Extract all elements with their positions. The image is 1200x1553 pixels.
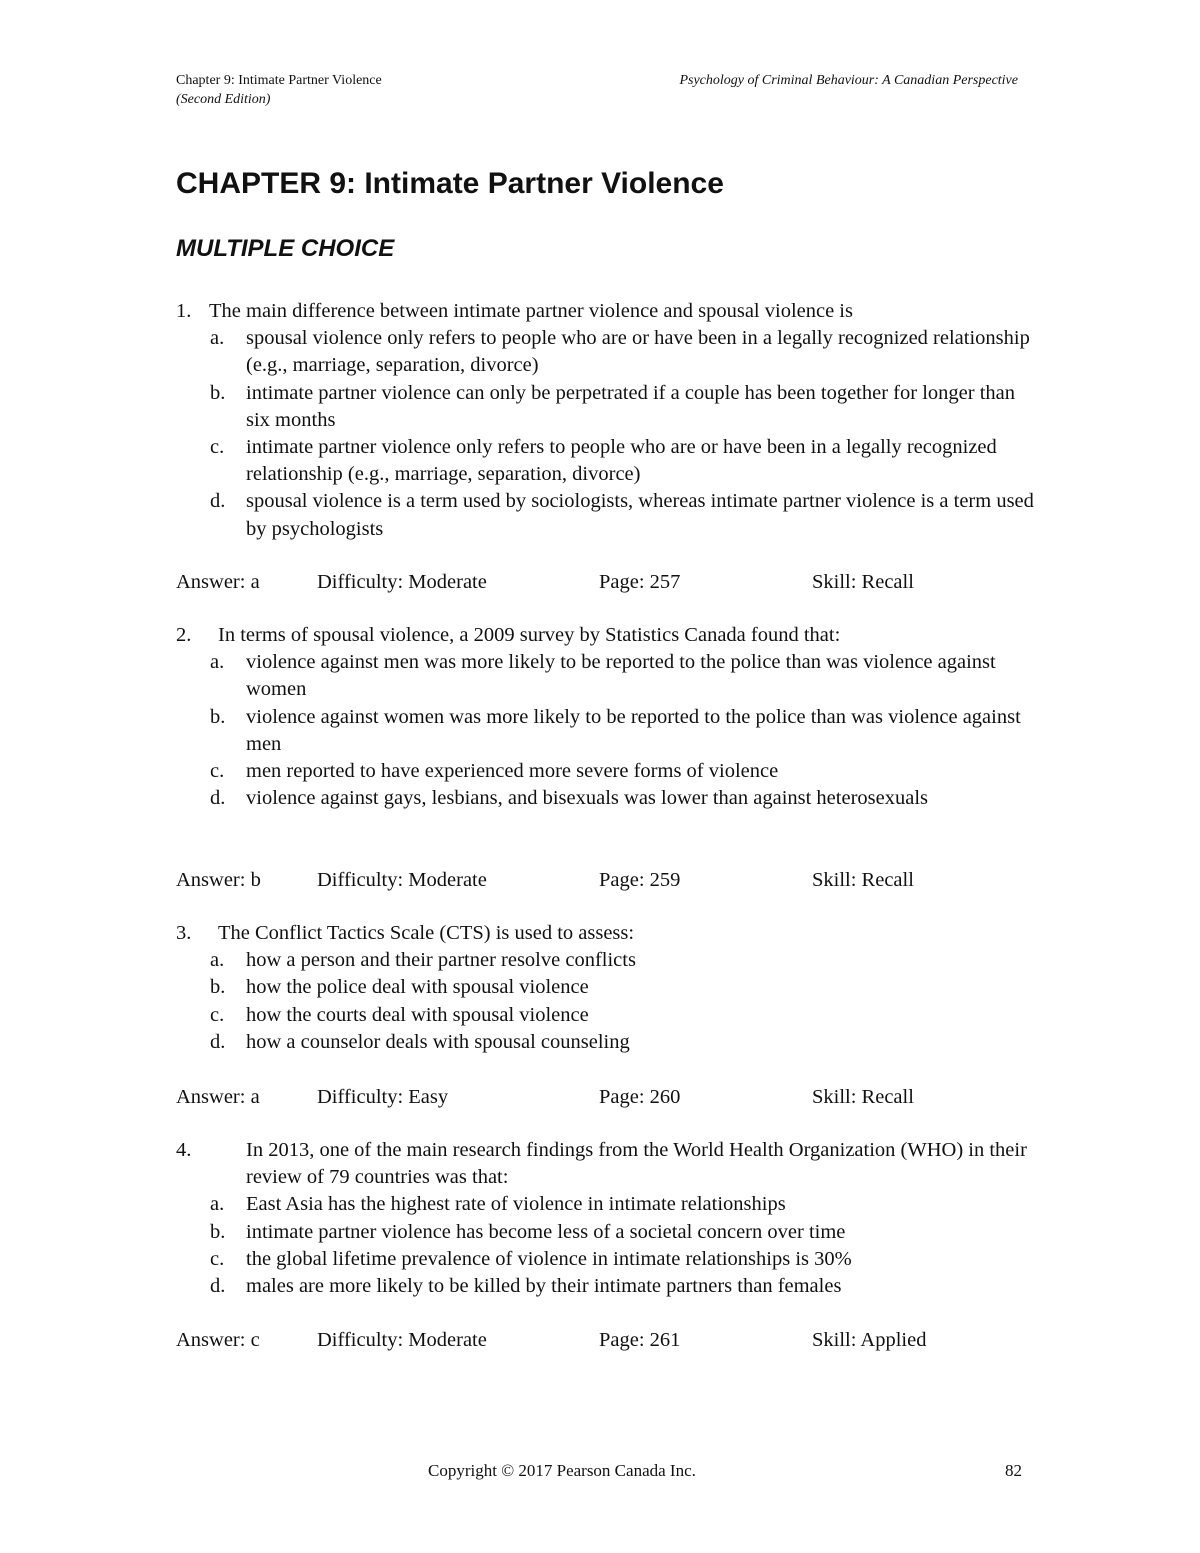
question-number: 2. — [176, 624, 192, 646]
option-b — [176, 1219, 1036, 1246]
option-letter: c. — [210, 436, 225, 459]
skill: Skill: Recall — [812, 869, 914, 891]
difficulty: Difficulty: Moderate — [317, 869, 487, 891]
question-text: In 2013, one of the main research findings from the World Health Organization (WHO) in their review of 79 countries was that: — [246, 1139, 1027, 1189]
question-1 — [176, 298, 1036, 543]
option-letter: b. — [210, 381, 226, 404]
option-a — [176, 325, 1036, 379]
question-text: In terms of spousal violence, a 2009 survey by Statistics Canada found that: — [218, 624, 841, 646]
footer-copyright: Copyright © 2017 Pearson Canada Inc. — [428, 1461, 696, 1480]
answer-line-1 — [176, 568, 1036, 596]
option-text: men reported to have experienced more severe forms of violence — [246, 760, 779, 783]
option-letter: b. — [210, 705, 226, 728]
option-letter: a. — [210, 327, 225, 350]
page-ref: Page: 257 — [599, 571, 681, 593]
answer-key: Answer: b — [176, 869, 261, 891]
answer-line-2 — [176, 866, 1036, 894]
option-text: intimate partner violence has become less of a societal concern over time — [246, 1220, 846, 1243]
question-number: 4. — [176, 1139, 192, 1161]
skill: Skill: Recall — [812, 1086, 914, 1108]
running-header-left — [176, 71, 382, 109]
question-3 — [176, 920, 1036, 1056]
skill: Skill: Recall — [812, 571, 914, 593]
option-d — [176, 785, 1036, 812]
option-d — [176, 1273, 1036, 1300]
chapter-title: CHAPTER 9: Intimate Partner Violence — [176, 167, 724, 200]
answer-key: Answer: a — [176, 1086, 260, 1108]
option-text: the global lifetime prevalence of violence in intimate relationships is 30% — [246, 1247, 852, 1270]
option-text: intimate partner violence only refers to people who are or have been in a legally recognized relationship (e.g., marriage, separation, divorce) — [246, 436, 997, 486]
option-letter: c. — [210, 760, 225, 783]
difficulty: Difficulty: Moderate — [317, 1329, 487, 1351]
option-c — [176, 758, 1036, 785]
difficulty: Difficulty: Easy — [317, 1086, 449, 1108]
question-number: 3. — [176, 922, 192, 944]
option-text: violence against men was more likely to be reported to the police than was violence against women — [246, 651, 996, 701]
difficulty: Difficulty: Moderate — [317, 571, 487, 593]
answer-line-4 — [176, 1326, 1036, 1354]
option-text: how the police deal with spousal violence — [246, 976, 589, 999]
option-b — [176, 380, 1036, 434]
answer-key: Answer: a — [176, 571, 260, 593]
option-b — [176, 704, 1036, 758]
header-edition-label: (Second Edition) — [176, 92, 271, 107]
option-text: intimate partner violence can only be perpetrated if a couple has been together for longer than six months — [246, 381, 1015, 431]
option-text: how the courts deal with spousal violence — [246, 1003, 589, 1026]
option-c — [176, 1246, 1036, 1273]
option-letter: d. — [210, 787, 226, 810]
page-ref: Page: 261 — [599, 1329, 681, 1351]
option-a — [176, 1191, 1036, 1218]
option-letter: c. — [210, 1247, 225, 1270]
page-number: 82 — [1005, 1461, 1022, 1480]
option-d — [176, 488, 1036, 542]
page-ref: Page: 259 — [599, 869, 681, 891]
option-letter: d. — [210, 1275, 226, 1298]
option-letter: b. — [210, 976, 226, 999]
question-4 — [176, 1137, 1036, 1300]
option-text: East Asia has the highest rate of violence in intimate relationships — [246, 1193, 786, 1216]
answer-key: Answer: c — [176, 1329, 260, 1351]
option-text: spousal violence only refers to people who are or have been in a legally recognized relationship (e.g., marriage, separation, divorce) — [246, 327, 1030, 377]
option-letter: d. — [210, 490, 226, 513]
option-c — [176, 434, 1036, 488]
running-header-right: Psychology of Criminal Behaviour: A Canadian Perspective — [679, 73, 1018, 88]
option-text: spousal violence is a term used by sociologists, whereas intimate partner violence is a term used by psychologists — [246, 490, 1034, 540]
option-text: how a person and their partner resolve conflicts — [246, 949, 636, 972]
page-ref: Page: 260 — [599, 1086, 681, 1108]
option-letter: a. — [210, 651, 225, 674]
option-letter: a. — [210, 949, 225, 972]
option-letter: a. — [210, 1193, 225, 1216]
option-text: violence against women was more likely to be reported to the police than was violence against men — [246, 705, 1021, 755]
option-a — [176, 947, 1036, 974]
question-number: 1. — [176, 300, 192, 322]
question-stem — [176, 920, 1036, 947]
option-c — [176, 1002, 1036, 1029]
option-d — [176, 1029, 1036, 1056]
option-b — [176, 974, 1036, 1001]
skill: Skill: Applied — [812, 1329, 927, 1351]
option-letter: b. — [210, 1220, 226, 1243]
option-a — [176, 649, 1036, 703]
option-text: violence against gays, lesbians, and bisexuals was lower than against heterosexuals — [246, 787, 929, 810]
question-2 — [176, 622, 1036, 812]
question-stem — [176, 622, 1036, 649]
question-stem — [176, 298, 1036, 325]
option-letter: d. — [210, 1030, 226, 1053]
option-letter: c. — [210, 1003, 225, 1026]
answer-line-3 — [176, 1083, 1036, 1111]
question-text: The main difference between intimate partner violence and spousal violence is — [209, 300, 853, 322]
option-text: males are more likely to be killed by their intimate partners than females — [246, 1275, 842, 1298]
section-title: MULTIPLE CHOICE — [176, 235, 395, 262]
header-chapter-label: Chapter 9: Intimate Partner Violence — [176, 73, 382, 88]
option-text: how a counselor deals with spousal counseling — [246, 1030, 630, 1053]
question-text: The Conflict Tactics Scale (CTS) is used to assess: — [218, 922, 635, 944]
question-stem — [176, 1137, 1036, 1191]
